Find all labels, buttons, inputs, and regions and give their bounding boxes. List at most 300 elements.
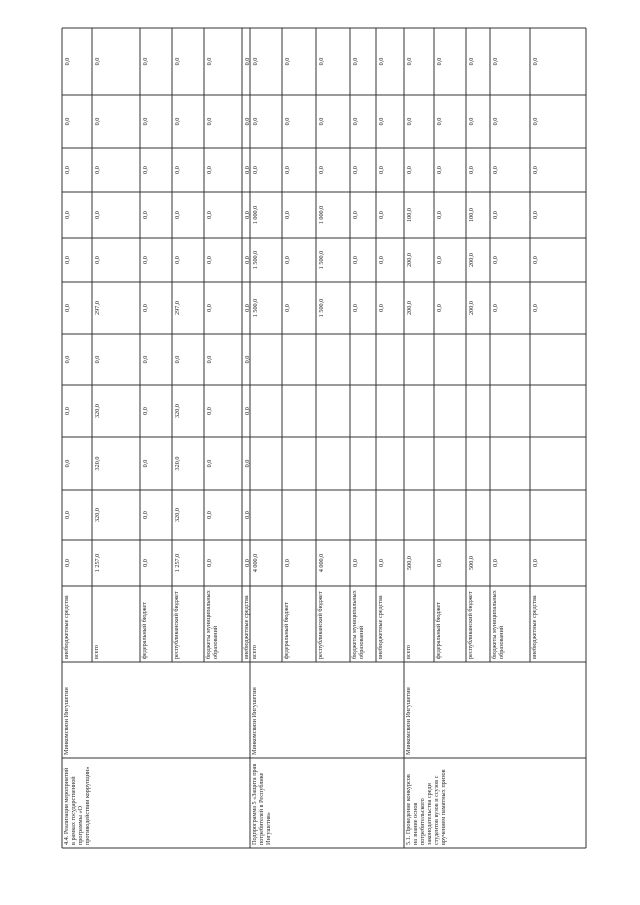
value-cell	[206, 559, 213, 567]
value-cell-line: 0,0	[436, 559, 443, 567]
value-cell-line: 0,0	[244, 166, 251, 174]
value-cell-line: 0,0	[174, 166, 181, 174]
value-cell-line: 0,0	[378, 166, 385, 174]
value-cell	[244, 304, 251, 312]
value-cell-line: 0,0	[436, 57, 443, 66]
value-cell-line: 0,0	[532, 304, 539, 312]
program-name-cell-line: вручением памятных призов	[440, 769, 447, 845]
source-cell	[251, 645, 258, 659]
value-cell-line: 0,0	[206, 57, 213, 66]
value-cell	[532, 211, 539, 219]
source-cell	[93, 645, 100, 659]
table-lines	[62, 28, 586, 848]
value-cell-line: 320,0	[174, 456, 181, 471]
value-cell-line: 0,0	[318, 57, 325, 66]
program-name-cell-line: потребителей в Республике	[258, 772, 265, 845]
source-cell	[491, 589, 505, 659]
value-cell	[378, 304, 385, 312]
value-cell	[284, 559, 291, 567]
value-cell	[64, 356, 71, 364]
value-cell	[284, 256, 291, 264]
value-cell-line: 0,0	[244, 407, 251, 415]
value-cell-line: 0,0	[284, 117, 291, 126]
value-cell-line: 200,0	[468, 301, 475, 315]
value-cell	[206, 511, 213, 519]
value-cell-line: 0,0	[492, 304, 499, 312]
value-cell	[64, 256, 71, 264]
value-cell-line: 0,0	[244, 459, 251, 468]
executor-cell	[63, 687, 70, 755]
value-cell	[94, 508, 101, 522]
value-cell	[318, 251, 325, 270]
value-cell	[492, 211, 499, 219]
value-cell	[94, 301, 101, 315]
value-cell	[142, 256, 149, 264]
value-cell	[352, 559, 359, 567]
source-cell	[377, 595, 384, 659]
source-cell	[405, 645, 412, 659]
value-cell-line: 0,0	[284, 559, 291, 567]
value-cell	[532, 118, 539, 126]
value-cell	[64, 511, 71, 519]
value-cell-line: 0,0	[492, 117, 499, 126]
value-cell-line: 297,0	[174, 301, 181, 315]
value-cell-line: 0,0	[284, 166, 291, 174]
value-cell-line: 0,0	[142, 117, 149, 126]
table-texts	[63, 58, 539, 845]
value-cell-line: 0,0	[206, 256, 213, 264]
value-cell	[94, 404, 101, 418]
value-cell	[318, 299, 325, 318]
value-cell-line: 0,0	[252, 166, 259, 174]
source-cell-line: образований	[358, 625, 365, 659]
value-cell-line: 297,0	[94, 301, 101, 315]
value-cell-line: 0,0	[284, 256, 291, 264]
value-cell-line: 0,0	[244, 355, 251, 364]
value-cell-line: 0,0	[94, 211, 101, 219]
program-name-cell-line: 4.4. Реализация мероприятий	[63, 767, 70, 845]
value-cell-line: 0,0	[174, 117, 181, 126]
value-cell	[174, 211, 181, 219]
value-cell-line: 0,0	[64, 166, 71, 174]
program-name-cell	[405, 769, 447, 845]
value-cell-line: 0,0	[378, 559, 385, 567]
value-cell-line: 0,0	[244, 57, 251, 66]
source-cell	[173, 591, 180, 659]
program-name-cell-line: 5.1. Проведение конкурсов	[405, 774, 412, 845]
value-cell	[142, 58, 149, 66]
value-cell	[206, 166, 213, 174]
value-cell-line: 0,0	[252, 117, 259, 126]
value-cell	[284, 118, 291, 126]
value-cell	[284, 58, 291, 66]
source-cell-line: всего	[405, 645, 412, 659]
value-cell	[64, 118, 71, 126]
value-cell-line: 0,0	[244, 511, 251, 519]
value-cell	[64, 58, 71, 66]
value-cell-line: 0,0	[64, 511, 71, 519]
value-cell-line: 0,0	[206, 511, 213, 519]
value-cell-line: 0,0	[142, 459, 149, 468]
value-cell	[94, 58, 101, 66]
value-cell-line: 0,0	[532, 166, 539, 174]
program-name-cell-line: студентов вузов и ссузов с	[433, 775, 440, 845]
value-cell-line: 0,0	[352, 211, 359, 219]
value-cell	[206, 256, 213, 264]
source-cell-line: всего	[93, 645, 100, 659]
value-cell-line: 0,0	[206, 304, 213, 312]
value-cell-line: 0,0	[244, 304, 251, 312]
value-cell	[468, 118, 475, 126]
value-cell	[142, 407, 149, 415]
value-cell-line: 0,0	[244, 256, 251, 264]
value-cell	[244, 356, 251, 364]
value-cell	[142, 559, 149, 567]
source-cell	[283, 602, 290, 659]
source-cell	[243, 595, 250, 659]
value-cell-line: 0,0	[64, 304, 71, 312]
value-cell-line: 0,0	[378, 117, 385, 126]
source-cell	[435, 602, 442, 659]
value-cell	[206, 356, 213, 364]
value-cell	[252, 58, 259, 66]
value-cell-line: 0,0	[174, 256, 181, 264]
value-cell	[206, 304, 213, 312]
value-cell-line: 0,0	[142, 304, 149, 312]
source-cell	[351, 589, 365, 659]
value-cell-line: 1 500,0	[318, 298, 325, 318]
value-cell-line: 0,0	[252, 57, 259, 66]
program-name-cell-line: на знание основ	[412, 802, 419, 845]
executor-cell	[405, 687, 412, 755]
value-cell	[174, 356, 181, 364]
value-cell	[174, 58, 181, 66]
program-name-cell-line: потребительского	[419, 798, 426, 845]
value-cell	[142, 356, 149, 364]
value-cell	[532, 559, 539, 567]
source-cell-line: образований	[212, 625, 219, 659]
program-name-cell-line: в рамках государственной	[70, 776, 77, 845]
value-cell-line: 0,0	[318, 117, 325, 126]
value-cell-line: 4 000,0	[252, 553, 259, 573]
value-cell-line: 0,0	[436, 304, 443, 312]
value-cell	[468, 208, 475, 222]
value-cell	[492, 304, 499, 312]
value-cell	[318, 118, 325, 126]
value-cell	[406, 166, 413, 174]
value-cell-line: 0,0	[492, 57, 499, 66]
value-cell	[94, 457, 101, 471]
value-cell-line: 0,0	[142, 57, 149, 66]
value-cell	[284, 304, 291, 312]
value-cell-line: 0,0	[64, 211, 71, 219]
value-cell-line: 0,0	[532, 256, 539, 264]
value-cell	[252, 554, 259, 573]
value-cell-line: 0,0	[174, 355, 181, 364]
value-cell	[436, 118, 443, 126]
value-cell-line: 0,0	[378, 211, 385, 219]
value-cell	[436, 166, 443, 174]
value-cell	[142, 118, 149, 126]
value-cell-line: 320,0	[94, 404, 101, 418]
value-cell-line: 0,0	[174, 211, 181, 219]
executor-cell-line: Минкомсвязи Ингушетии	[405, 687, 412, 755]
value-cell-line: 0,0	[378, 304, 385, 312]
value-cell	[94, 256, 101, 264]
program-name-cell-line: Ингушетия»	[265, 812, 272, 845]
value-cell	[252, 206, 259, 225]
value-cell-line: 0,0	[64, 559, 71, 567]
value-cell	[436, 304, 443, 312]
value-cell-line: 0,0	[492, 256, 499, 264]
value-cell-line: 0,0	[492, 166, 499, 174]
program-name-cell-line: законодательства среди	[426, 783, 433, 845]
value-cell	[406, 301, 413, 315]
value-cell	[378, 559, 385, 567]
value-cell	[406, 208, 413, 222]
value-cell-line: 0,0	[436, 211, 443, 219]
source-cell	[141, 602, 148, 659]
value-cell-line: 0,0	[64, 57, 71, 66]
source-cell-line: федеральный бюджет	[283, 602, 290, 659]
value-cell	[174, 118, 181, 126]
value-cell	[252, 299, 259, 318]
value-cell	[492, 256, 499, 264]
source-cell-line: всего	[251, 645, 258, 659]
value-cell	[492, 166, 499, 174]
source-cell-line: республиканский бюджет	[173, 591, 180, 659]
value-cell	[406, 253, 413, 267]
source-cell-line: бюджеты муниципальных	[491, 590, 498, 659]
value-cell	[244, 166, 251, 174]
value-cell-line: 0,0	[492, 211, 499, 219]
value-cell-line: 0,0	[468, 57, 475, 66]
value-cell	[406, 556, 413, 570]
value-cell-line: 0,0	[206, 459, 213, 468]
value-cell-line: 0,0	[468, 117, 475, 126]
value-cell-line: 0,0	[142, 407, 149, 415]
value-cell	[532, 58, 539, 66]
source-cell	[531, 595, 538, 659]
value-cell	[252, 118, 259, 126]
value-cell	[174, 256, 181, 264]
value-cell	[142, 166, 149, 174]
source-cell-line: внебюджетные средства	[531, 595, 538, 659]
value-cell-line: 1 500,0	[252, 250, 259, 270]
value-cell	[318, 206, 325, 225]
value-cell-line: 0,0	[142, 256, 149, 264]
value-cell-line: 0,0	[206, 117, 213, 126]
value-cell	[252, 166, 259, 174]
value-cell-line: 0,0	[142, 511, 149, 519]
value-cell-line: 1 500,0	[252, 298, 259, 318]
value-cell-line: 100,0	[468, 208, 475, 222]
value-cell	[174, 554, 181, 573]
value-cell	[174, 404, 181, 418]
value-cell-line: 0,0	[436, 166, 443, 174]
value-cell	[318, 58, 325, 66]
value-cell	[352, 304, 359, 312]
source-cell-line: бюджеты муниципальных	[205, 590, 212, 659]
value-cell	[532, 256, 539, 264]
value-cell-line: 320,0	[174, 508, 181, 522]
source-cell-line: федеральный бюджет	[435, 602, 442, 659]
value-cell-line: 0,0	[378, 57, 385, 66]
value-cell	[64, 211, 71, 219]
value-cell-line: 1 500,0	[318, 250, 325, 270]
value-cell-line: 0,0	[318, 166, 325, 174]
value-cell-line: 0,0	[142, 166, 149, 174]
value-cell-line: 0,0	[284, 211, 291, 219]
source-cell	[317, 591, 324, 659]
value-cell-line: 0,0	[406, 117, 413, 126]
value-cell	[244, 256, 251, 264]
executor-cell-line: Минкомсвязи Ингушетии	[63, 687, 70, 755]
value-cell-line: 0,0	[94, 166, 101, 174]
value-cell-line: 0,0	[206, 211, 213, 219]
value-cell-line: 0,0	[64, 355, 71, 364]
value-cell	[318, 554, 325, 573]
source-cell-line: внебюджетные средства	[243, 595, 250, 659]
value-cell	[64, 407, 71, 415]
value-cell	[142, 460, 149, 468]
value-cell	[142, 304, 149, 312]
value-cell-line: 0,0	[378, 256, 385, 264]
program-name-cell	[251, 764, 272, 845]
value-cell-line: 0,0	[406, 166, 413, 174]
value-cell	[94, 356, 101, 364]
value-cell-line: 0,0	[94, 256, 101, 264]
value-cell	[142, 511, 149, 519]
value-cell-line: 1 257,0	[174, 553, 181, 573]
value-cell	[378, 211, 385, 219]
value-cell	[206, 118, 213, 126]
value-cell-line: 320,0	[94, 456, 101, 471]
value-cell-line: 0,0	[142, 355, 149, 364]
source-cell	[205, 589, 219, 659]
value-cell	[284, 211, 291, 219]
value-cell	[352, 256, 359, 264]
value-cell	[174, 166, 181, 174]
value-cell	[378, 256, 385, 264]
value-cell-line: 0,0	[352, 57, 359, 66]
value-cell	[244, 118, 251, 126]
value-cell	[492, 118, 499, 126]
value-cell	[64, 460, 71, 468]
value-cell	[64, 166, 71, 174]
value-cell	[468, 58, 475, 66]
value-cell	[94, 166, 101, 174]
value-cell-line: 0,0	[206, 559, 213, 567]
value-cell-line: 500,0	[406, 556, 413, 570]
value-cell-line: 0,0	[244, 211, 251, 219]
value-cell	[94, 118, 101, 126]
value-cell-line: 0,0	[284, 304, 291, 312]
value-cell	[318, 166, 325, 174]
value-cell-line: 200,0	[406, 253, 413, 267]
value-cell-line: 0,0	[94, 117, 101, 126]
value-cell-line: 0,0	[142, 559, 149, 567]
value-cell	[352, 166, 359, 174]
value-cell-line: 1 257,0	[94, 553, 101, 573]
value-cell-line: 1 000,0	[252, 205, 259, 225]
value-cell	[436, 559, 443, 567]
value-cell-line: 0,0	[206, 355, 213, 364]
value-cell-line: 0,0	[284, 57, 291, 66]
value-cell-line: 1 000,0	[318, 205, 325, 225]
source-cell-line: образований	[498, 625, 505, 659]
value-cell-line: 0,0	[468, 166, 475, 174]
value-cell-line: 0,0	[64, 407, 71, 415]
source-cell-line: республиканский бюджет	[467, 591, 474, 659]
value-cell	[468, 556, 475, 570]
value-cell	[244, 58, 251, 66]
value-cell	[174, 508, 181, 522]
program-name-cell	[63, 767, 91, 845]
value-cell	[206, 460, 213, 468]
value-cell	[378, 58, 385, 66]
value-cell	[252, 251, 259, 270]
executor-cell	[251, 687, 258, 755]
value-cell	[406, 118, 413, 126]
value-cell-line: 0,0	[94, 57, 101, 66]
value-cell	[468, 301, 475, 315]
value-cell	[436, 58, 443, 66]
value-cell-line: 320,0	[174, 404, 181, 418]
value-cell	[468, 253, 475, 267]
value-cell	[244, 211, 251, 219]
value-cell-line: 0,0	[206, 166, 213, 174]
value-cell	[378, 166, 385, 174]
value-cell-line: 0,0	[94, 355, 101, 364]
value-cell	[206, 407, 213, 415]
value-cell-line: 0,0	[64, 256, 71, 264]
value-cell	[206, 211, 213, 219]
value-cell	[142, 211, 149, 219]
value-cell	[468, 166, 475, 174]
value-cell	[532, 304, 539, 312]
value-cell-line: 0,0	[64, 459, 71, 468]
executor-cell-line: Минкомсвязи Ингушетии	[251, 687, 258, 755]
value-cell	[284, 166, 291, 174]
value-cell	[244, 511, 251, 519]
source-cell-line: внебюджетные средства	[63, 595, 70, 659]
program-name-cell-line: противодействии коррупции»	[84, 766, 91, 845]
value-cell	[174, 457, 181, 471]
value-cell	[436, 256, 443, 264]
source-cell-line: республиканский бюджет	[317, 591, 324, 659]
value-cell	[406, 58, 413, 66]
value-cell	[492, 58, 499, 66]
source-cell-line: федеральный бюджет	[141, 602, 148, 659]
value-cell-line: 0,0	[244, 559, 251, 567]
value-cell	[352, 58, 359, 66]
value-cell	[378, 118, 385, 126]
program-name-cell-line: Подпрограмма 5 «Защита прав	[251, 763, 258, 845]
value-cell-line: 0,0	[436, 256, 443, 264]
value-cell	[94, 211, 101, 219]
value-cell-line: 0,0	[352, 256, 359, 264]
value-cell	[492, 559, 499, 567]
value-cell-line: 0,0	[174, 57, 181, 66]
value-cell	[244, 460, 251, 468]
value-cell	[352, 211, 359, 219]
value-cell-line: 200,0	[468, 253, 475, 267]
value-cell	[64, 559, 71, 567]
source-cell-line: бюджеты муниципальных	[351, 590, 358, 659]
value-cell	[174, 301, 181, 315]
value-cell-line: 500,0	[468, 556, 475, 570]
